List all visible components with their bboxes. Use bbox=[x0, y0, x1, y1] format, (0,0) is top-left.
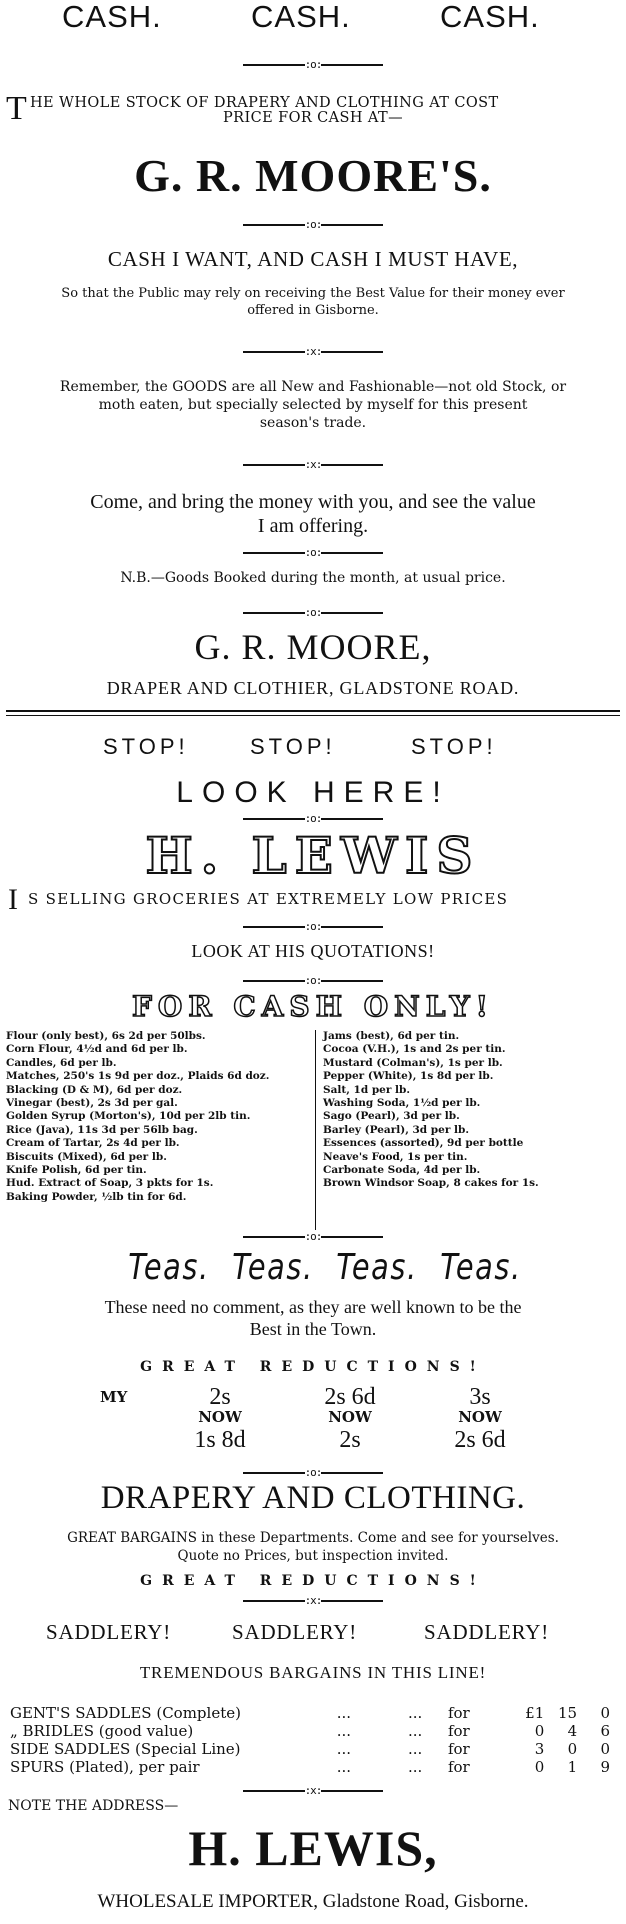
grocery-item: Washing Soda, 1½d per lb. bbox=[323, 1097, 481, 1110]
leader-dots: ... bbox=[407, 1704, 423, 1722]
my-label: MY bbox=[100, 1388, 128, 1406]
grocery-item: Matches, 250's 1s 9d per doz., Plaids 6d doz. bbox=[6, 1070, 270, 1083]
leader-dots: ... bbox=[407, 1740, 423, 1758]
come-line-2: I am offering. bbox=[257, 515, 369, 537]
grocery-item: Rice (Java), 11s 3d per 56lb bag. bbox=[6, 1123, 198, 1136]
leader-dots: ... bbox=[336, 1758, 352, 1776]
table-row bbox=[10, 1758, 610, 1776]
moore-signature: G. R. MOORE, bbox=[194, 627, 432, 667]
grocery-item: Corn Flour, 4½d and 6d per lb. bbox=[6, 1043, 188, 1056]
saddlery-2: SADDLERY! bbox=[232, 1620, 358, 1644]
public-line-1: So that the Public may rely on receiving the Best Value for their money ever bbox=[61, 286, 565, 301]
note-address: NOTE THE ADDRESS— bbox=[8, 1798, 179, 1814]
grocery-item: Golden Syrup (Morton's), 10d per 2lb tin. bbox=[6, 1110, 251, 1123]
grocery-item: Flour (only best), 6s 2d per 50lbs. bbox=[6, 1030, 206, 1042]
table-row bbox=[10, 1740, 610, 1758]
cash-heading-row bbox=[0, 0, 626, 34]
new-price-3: 2s 6d bbox=[454, 1427, 506, 1453]
grocery-item: Pepper (White), 1s 8d per lb. bbox=[323, 1070, 494, 1083]
now-label-1: NOW bbox=[198, 1408, 242, 1426]
grocery-item: Sago (Pearl), 3d per lb. bbox=[323, 1110, 460, 1123]
tremendous-line: TREMENDOUS BARGAINS IN THIS LINE! bbox=[139, 1663, 487, 1682]
remember-line-3: season's trade. bbox=[259, 415, 367, 431]
now-label-3: NOW bbox=[458, 1408, 502, 1426]
separator: :o: bbox=[0, 218, 626, 232]
old-price-3: 3s bbox=[469, 1384, 491, 1410]
new-price-2: 2s bbox=[339, 1427, 361, 1453]
separator: :x: bbox=[0, 1784, 626, 1798]
separator: :x: bbox=[0, 458, 626, 472]
separator: :o: bbox=[0, 1230, 626, 1244]
grocery-item: Mustard (Colman's), 1s per lb. bbox=[323, 1056, 503, 1069]
cash-only-heading: FOR CASH ONLY! bbox=[132, 990, 494, 1023]
old-price-2: 2s 6d bbox=[324, 1384, 376, 1410]
price-pence: 6 bbox=[600, 1722, 610, 1740]
grocery-item: Blacking (D & M), 6d per doz. bbox=[6, 1083, 183, 1096]
come-line-1: Come, and bring the money with you, and see the value bbox=[90, 491, 536, 513]
teas-3: Teas. bbox=[336, 1247, 418, 1288]
table-row bbox=[10, 1704, 610, 1722]
separator: :o: bbox=[0, 606, 626, 620]
remember-line-1: Remember, the GOODS are all New and Fashionable—not old Stock, or bbox=[59, 379, 567, 395]
cash-heading-3: CASH. bbox=[440, 0, 540, 34]
drapery-heading: DRAPERY AND CLOTHING. bbox=[100, 1480, 526, 1516]
cash-heading-1: CASH. bbox=[62, 0, 162, 34]
grocery-item: Jams (best), 6d per tin. bbox=[323, 1030, 460, 1042]
table-row bbox=[10, 1722, 610, 1740]
price-table bbox=[0, 1384, 626, 1464]
for-label: for bbox=[447, 1704, 470, 1722]
grocery-item: Cream of Tartar, 2s 4d per lb. bbox=[6, 1137, 180, 1150]
grocery-item: Cocoa (V.H.), 1s and 2s per tin. bbox=[323, 1043, 506, 1056]
grocery-item: Hud. Extract of Soap, 3 pkts for 1s. bbox=[6, 1177, 214, 1190]
teas-1: Teas. bbox=[128, 1247, 210, 1288]
selling-initial: I bbox=[8, 883, 18, 916]
divider-rule bbox=[6, 710, 620, 712]
saddle-item: SIDE SADDLES (Special Line) bbox=[10, 1740, 241, 1758]
price-pounds: 3 bbox=[534, 1740, 545, 1758]
grocery-item: Knife Polish, 6d per tin. bbox=[6, 1164, 147, 1177]
groceries-right-column bbox=[323, 1030, 623, 1191]
selling-text: S SELLING GROCERIES AT EXTREMELY LOW PRICES bbox=[28, 890, 509, 908]
separator: :x: bbox=[0, 345, 626, 359]
saddle-item: SPURS (Plated), per pair bbox=[10, 1758, 200, 1776]
teas-row bbox=[0, 1244, 626, 1292]
separator: :o: bbox=[0, 58, 626, 72]
for-label: for bbox=[447, 1740, 470, 1758]
teas-line-2: Best in the Town. bbox=[249, 1319, 377, 1339]
price-shillings: 1 bbox=[567, 1758, 578, 1776]
price-shillings: 0 bbox=[567, 1740, 578, 1758]
grocery-item: Baking Powder, ½lb tin for 6d. bbox=[6, 1190, 187, 1203]
saddlery-row bbox=[0, 1618, 626, 1648]
leader-dots: ... bbox=[336, 1722, 352, 1740]
stop-1: STOP! bbox=[103, 734, 189, 759]
intro-initial: T bbox=[6, 90, 27, 127]
selling-line bbox=[0, 884, 626, 918]
grocery-item: Candles, 6d per lb. bbox=[6, 1056, 117, 1069]
for-label: for bbox=[447, 1758, 470, 1776]
stop-2: STOP! bbox=[250, 734, 336, 759]
cash-want-line: CASH I WANT, AND CASH I MUST HAVE, bbox=[107, 247, 519, 271]
grocery-item: Biscuits (Mixed), 6d per lb. bbox=[6, 1150, 167, 1163]
remember-line-2: moth eaten, but specially selected by myself for this present bbox=[98, 397, 528, 413]
price-pence: 0 bbox=[600, 1704, 610, 1722]
price-pence: 9 bbox=[600, 1758, 610, 1776]
teas-4: Teas. bbox=[440, 1247, 522, 1288]
intro-text bbox=[0, 90, 626, 134]
saddlery-1: SADDLERY! bbox=[46, 1620, 172, 1644]
leader-dots: ... bbox=[336, 1704, 352, 1722]
stop-row bbox=[0, 732, 626, 762]
teas-2: Teas. bbox=[232, 1247, 314, 1288]
saddle-item: „ BRIDLES (good value) bbox=[10, 1722, 194, 1740]
price-shillings: 4 bbox=[567, 1722, 578, 1740]
grocery-item: Salt, 1d per lb. bbox=[323, 1083, 411, 1096]
price-pounds: 0 bbox=[534, 1758, 545, 1776]
grocery-item: Barley (Pearl), 3d per lb. bbox=[323, 1123, 470, 1136]
teas-line-1: These need no comment, as they are well known to be the bbox=[104, 1297, 522, 1317]
leader-dots: ... bbox=[407, 1722, 423, 1740]
price-pounds: £1 bbox=[525, 1704, 545, 1722]
price-shillings: 15 bbox=[558, 1704, 578, 1722]
saddles-price-table bbox=[10, 1704, 610, 1776]
moore-trade-line: DRAPER AND CLOTHIER, GLADSTONE ROAD. bbox=[106, 678, 520, 698]
for-label: for bbox=[447, 1722, 470, 1740]
grocery-item: Vinegar (best), 2s 3d per gal. bbox=[6, 1097, 178, 1110]
price-pounds: 0 bbox=[534, 1722, 545, 1740]
moore-title: G. R. MOORE'S. bbox=[134, 150, 492, 201]
separator: :o: bbox=[0, 974, 626, 988]
look-here-heading: LOOK HERE! bbox=[176, 776, 450, 809]
separator: :o: bbox=[0, 1466, 626, 1480]
price-pence: 0 bbox=[600, 1740, 610, 1758]
saddle-item: GENT'S SADDLES (Complete) bbox=[10, 1704, 241, 1722]
grocery-item: Brown Windsor Soap, 8 cakes for 1s. bbox=[323, 1177, 539, 1190]
look-quotations: LOOK AT HIS QUOTATIONS! bbox=[191, 941, 435, 961]
bargains-line-2: Quote no Prices, but inspection invited. bbox=[177, 1548, 449, 1564]
leader-dots: ... bbox=[336, 1740, 352, 1758]
leader-dots: ... bbox=[407, 1758, 423, 1776]
column-divider bbox=[315, 1030, 316, 1230]
new-price-1: 1s 8d bbox=[194, 1427, 246, 1453]
stop-3: STOP! bbox=[411, 734, 497, 759]
grocery-item: Carbonate Soda, 4d per lb. bbox=[323, 1164, 481, 1177]
lewis-final-name: H. LEWIS, bbox=[188, 1820, 438, 1876]
grocery-item: Neave's Food, 1s per tin. bbox=[323, 1150, 468, 1163]
groceries-left-column bbox=[6, 1030, 311, 1204]
old-price-1: 2s bbox=[209, 1384, 231, 1410]
great-reductions-1: GREAT REDUCTIONS! bbox=[140, 1359, 486, 1375]
public-line-2: offered in Gisborne. bbox=[247, 303, 379, 318]
separator: :o: bbox=[0, 812, 626, 826]
grocery-item: Essences (assorted), 9d per bottle bbox=[323, 1137, 524, 1150]
bargains-line-1: GREAT BARGAINS in these Departments. Come and see for yourselves. bbox=[67, 1530, 559, 1546]
separator: :o: bbox=[0, 546, 626, 560]
separator: :x: bbox=[0, 1594, 626, 1608]
nb-line: N.B.—Goods Booked during the month, at usual price. bbox=[120, 570, 506, 586]
lewis-title: H. LEWIS bbox=[145, 826, 481, 885]
footer-line: WHOLESALE IMPORTER, Gladstone Road, Gisborne. bbox=[97, 1891, 529, 1912]
separator: :o: bbox=[0, 920, 626, 934]
saddlery-3: SADDLERY! bbox=[424, 1620, 550, 1644]
divider-rule bbox=[6, 715, 620, 716]
intro-line-1: HE WHOLE STOCK OF DRAPERY AND CLOTHING AT COST bbox=[30, 95, 499, 111]
intro-line-2: PRICE FOR CASH AT— bbox=[223, 110, 403, 126]
now-label-2: NOW bbox=[328, 1408, 372, 1426]
cash-heading-2: CASH. bbox=[251, 0, 351, 34]
great-reductions-2: GREAT REDUCTIONS! bbox=[140, 1573, 486, 1589]
